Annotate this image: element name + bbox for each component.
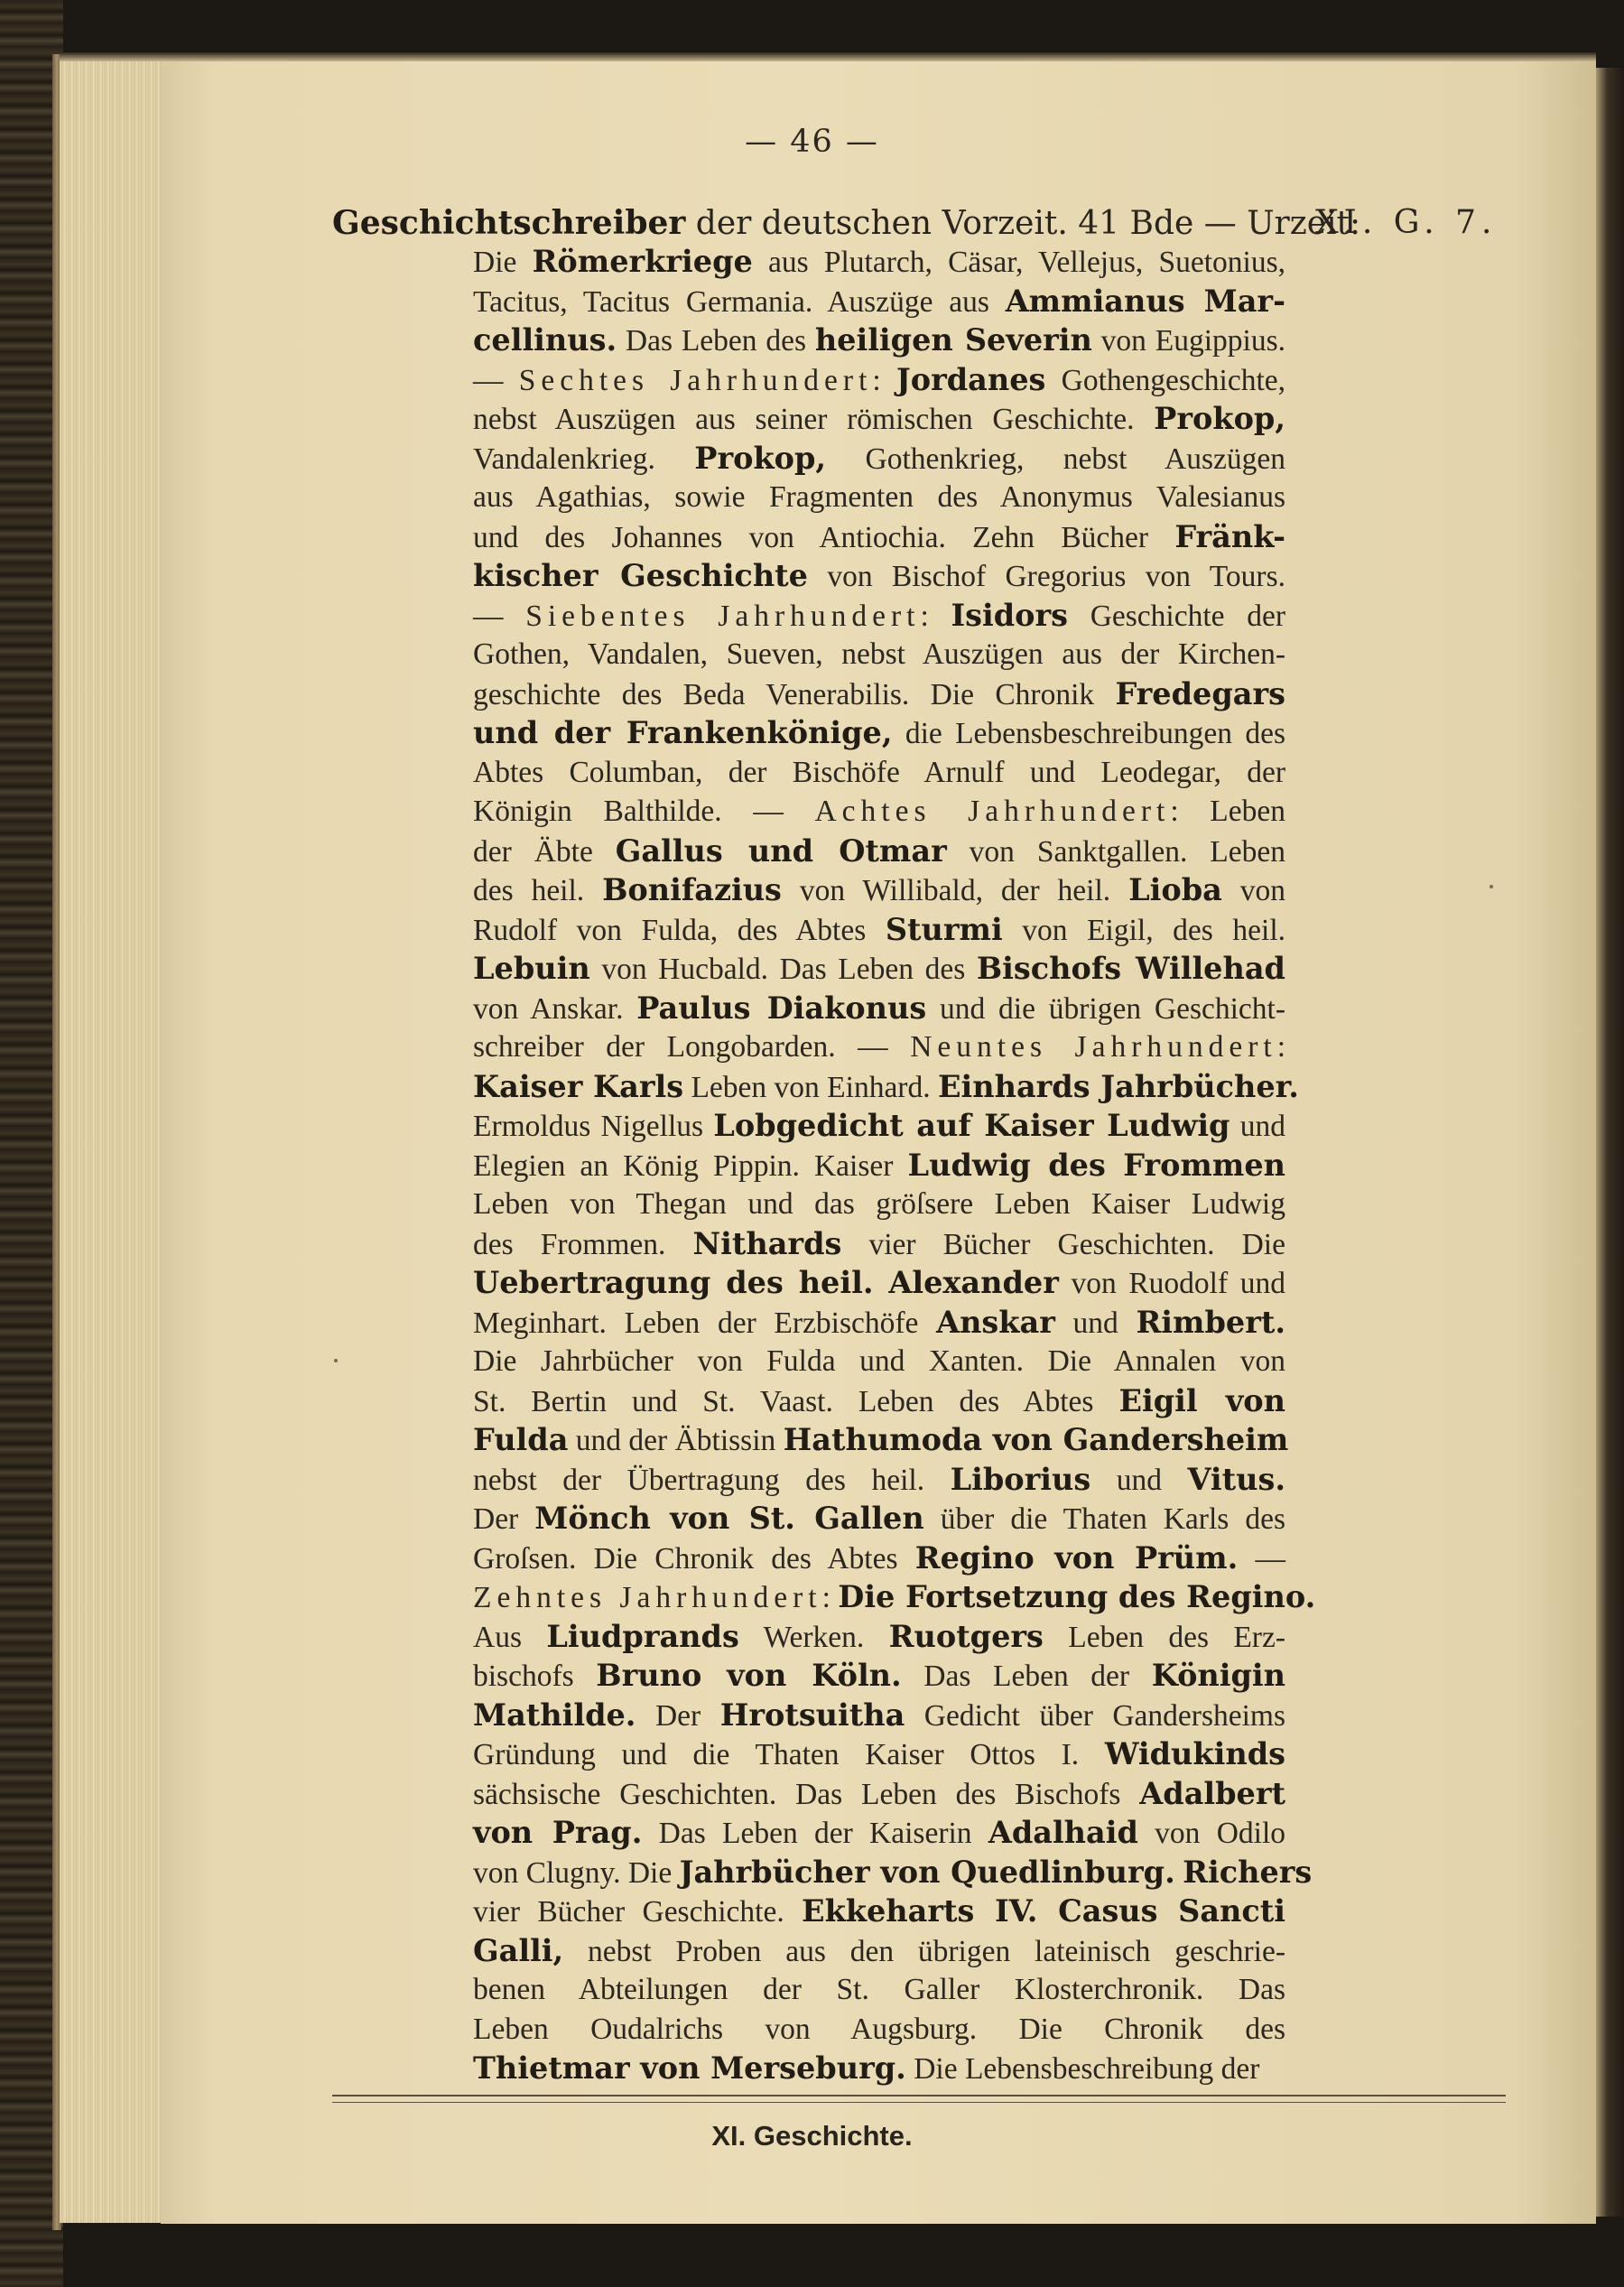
text-run: Ermoldus Nigellus: [473, 1110, 714, 1143]
bold-title: Mathilde.: [473, 1697, 636, 1733]
text-run: Leben von Einhard.: [683, 1070, 938, 1104]
text-run: vier Bücher Geschichten. Die: [841, 1227, 1285, 1261]
footer-rule-bottom: [332, 2102, 1506, 2103]
text-run: Werken.: [738, 1620, 889, 1654]
text-run: Das Leben des: [617, 324, 815, 358]
text-run: Aus: [473, 1620, 547, 1654]
text-run: [1175, 1856, 1183, 1890]
bold-title: Königin: [1151, 1658, 1286, 1693]
bold-title: Jordanes: [896, 361, 1046, 397]
text-line: [473, 1186, 1285, 1223]
entry-heading: [332, 204, 1360, 242]
bold-title: Sturmi: [885, 911, 1003, 947]
bold-title: Lioba: [1128, 872, 1222, 907]
page-number: — 46 —: [745, 124, 879, 160]
text-line: [473, 755, 1285, 791]
bold-title: Adalbert: [1139, 1775, 1285, 1811]
text-line: [473, 284, 1285, 321]
text-run: —: [1238, 1541, 1286, 1576]
text-line: [473, 519, 1285, 556]
text-line: [473, 951, 1285, 988]
top-shadow: [60, 52, 1596, 61]
text-run: und der Äbtissin: [568, 1424, 784, 1457]
bold-title: kischer Geschichte: [473, 558, 808, 593]
text-line: [473, 1540, 1285, 1577]
text-run: Leben Oudalrichs von Augsburg. Die Chronik des: [473, 2012, 1285, 2046]
spaced-century: Zehntes Jahrhundert: [473, 1581, 822, 1614]
text-run: —: [473, 363, 519, 397]
text-line: [473, 1736, 1285, 1773]
text-run: Gothengeschichte,: [1045, 363, 1285, 397]
paper-speck: [1489, 885, 1493, 888]
bold-title: Bonifazius: [602, 872, 782, 907]
text-line: [473, 244, 1285, 281]
text-run: des heil.: [473, 874, 603, 907]
bold-title: Hathumoda von Gandersheim: [783, 1422, 1289, 1457]
text-line: [473, 833, 1285, 870]
bold-title: Galli,: [473, 1932, 564, 1968]
text-run: von Eugippius.: [1091, 324, 1285, 358]
bold-title: Fulda: [473, 1422, 569, 1457]
bold-title: Lebuin: [473, 951, 590, 986]
text-run: der Äbte: [473, 834, 616, 869]
text-run: :: [1276, 1030, 1285, 1064]
right-page-edge: [1596, 68, 1624, 2217]
spaced-century: Sechtes Jahrhundert: [518, 363, 873, 397]
text-run: Die Jahrbücher von Fulda und Xanten. Die Annalen von: [473, 1344, 1285, 1378]
text-line: [473, 441, 1285, 478]
text-run: aus Agathias, sowie Fragmenten des Anonymus Valesianus: [473, 480, 1285, 514]
section-footer: XI. Geschichte.: [711, 2120, 913, 2152]
text-run: sächsische Geschichten. Das Leben des Bischofs: [473, 1777, 1140, 1811]
bold-title: Anskar: [936, 1304, 1055, 1340]
text-line: [473, 990, 1285, 1027]
text-line: [473, 1658, 1285, 1695]
bold-title: Ludwig des Frommen: [907, 1147, 1285, 1183]
text-line: [473, 401, 1285, 438]
text-run: und: [1090, 1463, 1188, 1497]
entry-heading-bold: Geschichtschreiber: [332, 204, 686, 242]
bold-title: Hrotsuitha: [719, 1697, 905, 1733]
text-run: Königin Balthilde. —: [473, 795, 815, 828]
bold-title: Liborius: [950, 1461, 1091, 1497]
text-run: Die: [473, 246, 533, 279]
text-line: [473, 2012, 1285, 2048]
text-run: Leben des Erz-: [1043, 1620, 1285, 1654]
text-run: Tacitus, Tacitus Germania. Auszüge aus: [473, 284, 1006, 319]
bold-title: Lobgedicht auf Kaiser Ludwig: [713, 1108, 1230, 1143]
text-run: :: [821, 1581, 839, 1614]
shelfmark: XI. G. 7.: [1315, 204, 1498, 241]
text-run: nebst der Übertragung des heil.: [473, 1463, 951, 1497]
text-line: [473, 1619, 1285, 1656]
text-run: Leben von Thegan und das gröſsere Leben Kaiser Ludwig: [473, 1187, 1285, 1221]
text-run: des Frommen.: [473, 1227, 693, 1261]
bold-title: heiligen Severin: [814, 322, 1092, 358]
page-stack-edges: [60, 56, 168, 2223]
bold-title: Rimbert.: [1136, 1304, 1286, 1340]
bold-title: Isidors: [951, 597, 1068, 633]
text-line: [473, 912, 1285, 949]
text-run: —: [473, 599, 526, 633]
text-run: von Hucbald. Das Leben des: [589, 953, 977, 986]
bold-title: Regino von Prüm.: [914, 1539, 1239, 1576]
text-line: [473, 1697, 1285, 1734]
text-run: Abtes Columban, der Bischöfe Arnulf und Leodegar, der: [473, 755, 1285, 789]
bold-title: Uebertragung des heil. Alexander: [473, 1265, 1059, 1300]
bold-title: Liudprands: [546, 1618, 739, 1654]
text-run: nebst Proben aus den übrigen lateinisch geschrie-: [563, 1934, 1285, 1968]
text-line: [473, 1972, 1285, 2008]
text-run: über die Thaten Karls des: [923, 1502, 1285, 1536]
text-run: von Ruodolf und: [1058, 1267, 1285, 1300]
text-line: [473, 1226, 1285, 1263]
bold-title: Bischofs Willehad: [976, 951, 1285, 986]
footer-rule-top: [332, 2095, 1506, 2096]
text-run: schreiber der Longobarden. —: [473, 1030, 911, 1064]
text-line: [473, 1893, 1285, 1930]
text-line: [473, 1343, 1285, 1380]
text-run: Der: [636, 1698, 720, 1733]
text-run: bischofs: [473, 1659, 597, 1693]
text-run: von Sanktgallen. Leben: [946, 834, 1285, 869]
bold-title: von Prag.: [473, 1815, 643, 1850]
text-line: [473, 872, 1285, 909]
text-line: [473, 1108, 1285, 1145]
text-run: die Lebensbeschreibungen des: [892, 717, 1286, 750]
text-run: und des Johannes von Antiochia. Zehn Bücher: [473, 520, 1175, 554]
bold-title: Adalhaid: [988, 1815, 1138, 1850]
text-line: [473, 1933, 1285, 1970]
bold-title: Bruno von Köln.: [596, 1658, 902, 1693]
text-run: Gothenkrieg, nebst Auszügen: [826, 442, 1285, 476]
text-run: :: [920, 599, 951, 633]
bold-title: cellinus.: [473, 322, 617, 358]
text-line: [473, 362, 1285, 399]
text-run: Das Leben der Kaiserin: [642, 1817, 988, 1850]
spaced-century: Siebentes Jahrhundert: [525, 599, 921, 633]
text-line: [473, 1462, 1285, 1499]
text-line: [473, 1579, 1316, 1616]
text-run: von Clugny. Die: [473, 1855, 680, 1890]
text-run: nebst Auszügen aus seiner römischen Geschichte.: [473, 403, 1155, 436]
text-run: Das Leben der: [901, 1659, 1152, 1693]
text-line: [473, 558, 1285, 595]
text-run: und: [1054, 1306, 1137, 1340]
text-line: [473, 794, 1285, 830]
text-line: [473, 1068, 1299, 1106]
bold-title: Richers: [1183, 1854, 1313, 1890]
bold-title: Eigil von: [1118, 1382, 1286, 1418]
text-run: von Bischof Gregorius von Tours.: [807, 560, 1285, 593]
bold-title: Mönch von St. Gallen: [534, 1501, 924, 1536]
text-line: [473, 1815, 1285, 1852]
spaced-century: Achtes Jahrhundert: [814, 795, 1171, 828]
text-run: Vandalenkrieg.: [473, 442, 695, 476]
text-line: [473, 1383, 1285, 1420]
text-run: von Eigil, des heil.: [1002, 913, 1286, 947]
text-line: [473, 676, 1285, 713]
text-run: :: [872, 363, 896, 397]
bold-title: Gallus und Otmar: [615, 832, 947, 869]
text-run: : Leben: [1170, 795, 1285, 828]
paper-speck: [334, 1359, 338, 1362]
text-run: benen Abteilungen der St. Galler Klosterchronik. Das: [473, 1973, 1285, 2006]
text-line: [473, 2050, 1285, 2087]
text-run: St. Bertin und St. Vaast. Leben des Abtes: [473, 1384, 1119, 1418]
text-run: Gedicht über Gandersheims: [905, 1698, 1286, 1733]
text-run: von Willibald, der heil.: [781, 874, 1129, 907]
bold-title: Widukinds: [1104, 1736, 1285, 1771]
text-run: aus Plutarch, Cäsar, Vellejus, Suetonius,: [752, 246, 1286, 279]
text-line: [473, 479, 1285, 516]
text-run: Geschichte der: [1068, 599, 1285, 633]
bold-title: Fredegars: [1115, 675, 1285, 711]
text-run: von: [1221, 874, 1286, 907]
text-line: [473, 1501, 1285, 1538]
bold-title: Ekkeharts IV. Casus Sancti: [802, 1893, 1285, 1929]
spaced-century: Neuntes Jahrhundert: [910, 1030, 1277, 1064]
bold-title: Ammianus Mar-: [1005, 283, 1285, 319]
text-run: Die Lebensbeschreibung der: [905, 2052, 1260, 2086]
text-line: [473, 1148, 1285, 1185]
text-run: und: [1230, 1110, 1285, 1143]
text-line: [473, 1776, 1285, 1813]
text-line: [473, 637, 1285, 673]
text-line: [473, 1305, 1285, 1342]
text-run: Elegien an König Pippin. Kaiser: [473, 1148, 908, 1183]
bold-title: Einhards Jahrbücher.: [937, 1068, 1299, 1104]
text-run: und die übrigen Geschicht-: [926, 991, 1285, 1026]
text-run: Der: [473, 1502, 535, 1536]
text-line: [473, 598, 1285, 635]
text-line: [473, 322, 1285, 359]
bold-title: Paulus Diakonus: [636, 990, 927, 1026]
text-line: [473, 1422, 1289, 1459]
text-run: Gothen, Vandalen, Sueven, nebst Auszügen aus der Kirchen-: [473, 637, 1285, 671]
bold-title: Nithards: [692, 1225, 842, 1261]
bold-title: Jahrbücher von Quedlinburg.: [679, 1854, 1175, 1890]
text-run: Meginhart. Leben der Erzbischöfe: [473, 1306, 937, 1340]
bold-title: Römerkriege: [532, 244, 753, 279]
entry-heading-rest: der deutschen Vorzeit. 41 Bde — Urzeit:: [685, 205, 1361, 242]
text-line: [473, 1029, 1285, 1065]
bold-title: Vitus.: [1187, 1461, 1285, 1497]
bold-title: Die Fortsetzung des Regino.: [838, 1579, 1316, 1614]
bold-title: Prokop,: [1154, 401, 1285, 436]
bold-title: und der Frankenkönige,: [473, 715, 893, 750]
bold-title: Ruotgers: [888, 1618, 1044, 1654]
text-run: von Anskar.: [473, 991, 637, 1026]
text-line: [473, 715, 1285, 752]
text-line: [473, 1265, 1285, 1302]
text-run: Gründung und die Thaten Kaiser Ottos I.: [473, 1738, 1105, 1771]
text-run: von Odilo: [1137, 1817, 1286, 1850]
text-run: vier Bücher Geschichte.: [473, 1895, 803, 1929]
bold-title: Kaiser Karls: [473, 1068, 684, 1104]
bold-title: Thietmar von Merseburg.: [473, 2050, 906, 2086]
text-run: geschichte des Beda Venerabilis. Die Chronik: [473, 677, 1116, 711]
bold-title: Prokop,: [694, 440, 827, 476]
bold-title: Fränk-: [1174, 518, 1285, 554]
text-run: Groſsen. Die Chronik des Abtes: [473, 1541, 915, 1576]
text-line: [473, 1854, 1313, 1892]
text-run: Rudolf von Fulda, des Abtes: [473, 913, 886, 947]
